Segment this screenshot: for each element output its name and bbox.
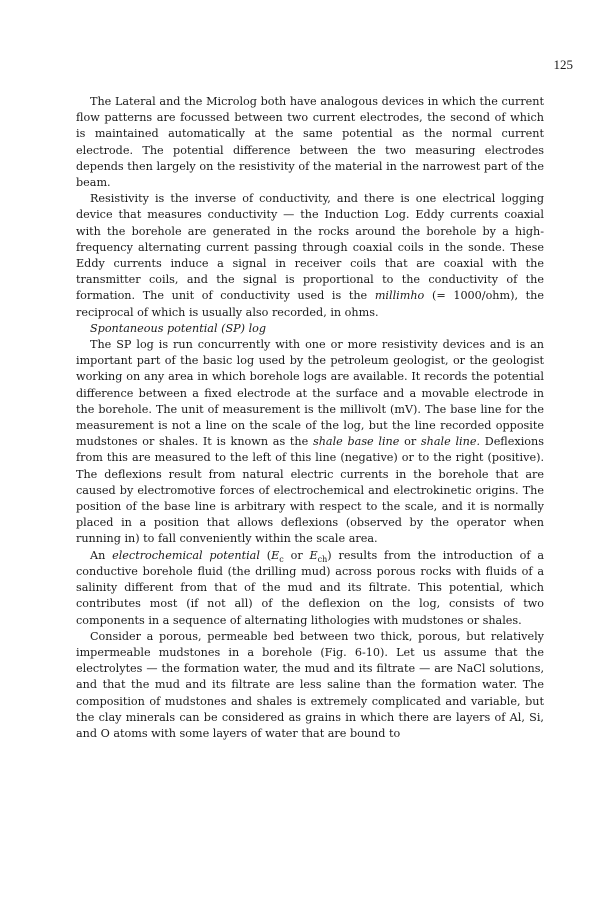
text-run: Deflexions from this are measured to the left of this line (negative) or to the right (positive). The deflexions result from natural electric currents in the borehole that are caused by electromotive forces of electrochemical and electrokinetic origins. The position of the base line is arbitrary with respect to the scale, and it is normally placed in a position that allows deflexions (observed by the operator when running in) to fall conveniently within the scale area. bbox=[76, 435, 544, 546]
paragraph-electrochemical-potential bbox=[76, 548, 544, 629]
term-millimho: millimho bbox=[374, 289, 425, 303]
text-run: or bbox=[399, 435, 421, 449]
section-heading-sp-log: Spontaneous potential (SP) log bbox=[90, 321, 267, 335]
term-shale-base-line: shale base line bbox=[312, 435, 400, 449]
text-run: or bbox=[283, 548, 310, 562]
subscript-c: c bbox=[279, 554, 284, 564]
text-run: Resistivity is the inverse of conductivity, and there is one electrical logging device that measures conductivity — the Induction Log. Eddy currents coaxial with the borehole are generated in the rocks around the borehole by a high-frequency alternating current passing through coaxial coils in the sonde. These Eddy currents induce a signal in receiver coils that are coaxial with the transmitter coils, and the signal is proportional to the conductivity of the formation. The unit of conductivity used is the bbox=[76, 192, 544, 303]
paragraph-porous-bed: Consider a porous, permeable bed between two thick, porous, but relatively impermeable mudstones in a borehole (Fig. 6-10). Let us assume that the electrolytes — the formation water, the mud and its filtrate — are NaCl solutions, and that the mud and its filtrate are less saline than the formation water. The composition of mudstones and shales is extremely complicated and variable, but the clay minerals can be considered as grains in which there are layers of Al, Si, and O atoms with some layers of water that are bound to bbox=[76, 629, 544, 740]
paragraph-sp-log bbox=[76, 337, 544, 548]
text-run: ( bbox=[259, 548, 272, 562]
page-number: 125 bbox=[553, 57, 573, 72]
paragraph-induction-log bbox=[76, 191, 544, 321]
term-shale-line: shale line. bbox=[420, 435, 480, 449]
page-body bbox=[76, 94, 544, 742]
text-run: An bbox=[90, 548, 113, 562]
symbol-e: E bbox=[271, 548, 280, 562]
text-run: ) results from the introduction of a conductive borehole fluid (the drilling mud) across porous rocks with fluids of a salinity different from that of the mud and its filtrate. This potential, which contributes most (if not all) of the deflexion on the log, consists of two components in a sequence of alternating lithologies with mudstones or shales. bbox=[76, 548, 544, 627]
text-run: (= 1000/ohm), the reciprocal of which is usually also recorded, in ohms. bbox=[76, 289, 544, 319]
subscript-ch: ch bbox=[317, 554, 328, 564]
paragraph-lateral-microlog: The Lateral and the Microlog both have analogous devices in which the current flow patterns are focussed between two current electrodes, the second of which is maintained automatically at the same potential as the normal current electrode. The potential difference between the two measuring electrodes depends then largely on the resistivity of the material in the narrowest part of the beam. bbox=[76, 95, 544, 190]
term-electrochemical-potential: electrochemical potential bbox=[112, 548, 260, 562]
symbol-e: E bbox=[309, 548, 318, 562]
text-run: The SP log is run concurrently with one or more resistivity devices and is an important part of the basic log used by the petroleum geologist, or the geologist working on any area in which borehole logs are available. It records the potential difference between a fixed electrode at the surface and a movable electrode in the borehole. The unit of measurement is the millivolt (mV). The base line for the measurement is not a line on the scale of the log, but the line recorded opposite mudstones or shales. It is known as the bbox=[76, 338, 544, 449]
